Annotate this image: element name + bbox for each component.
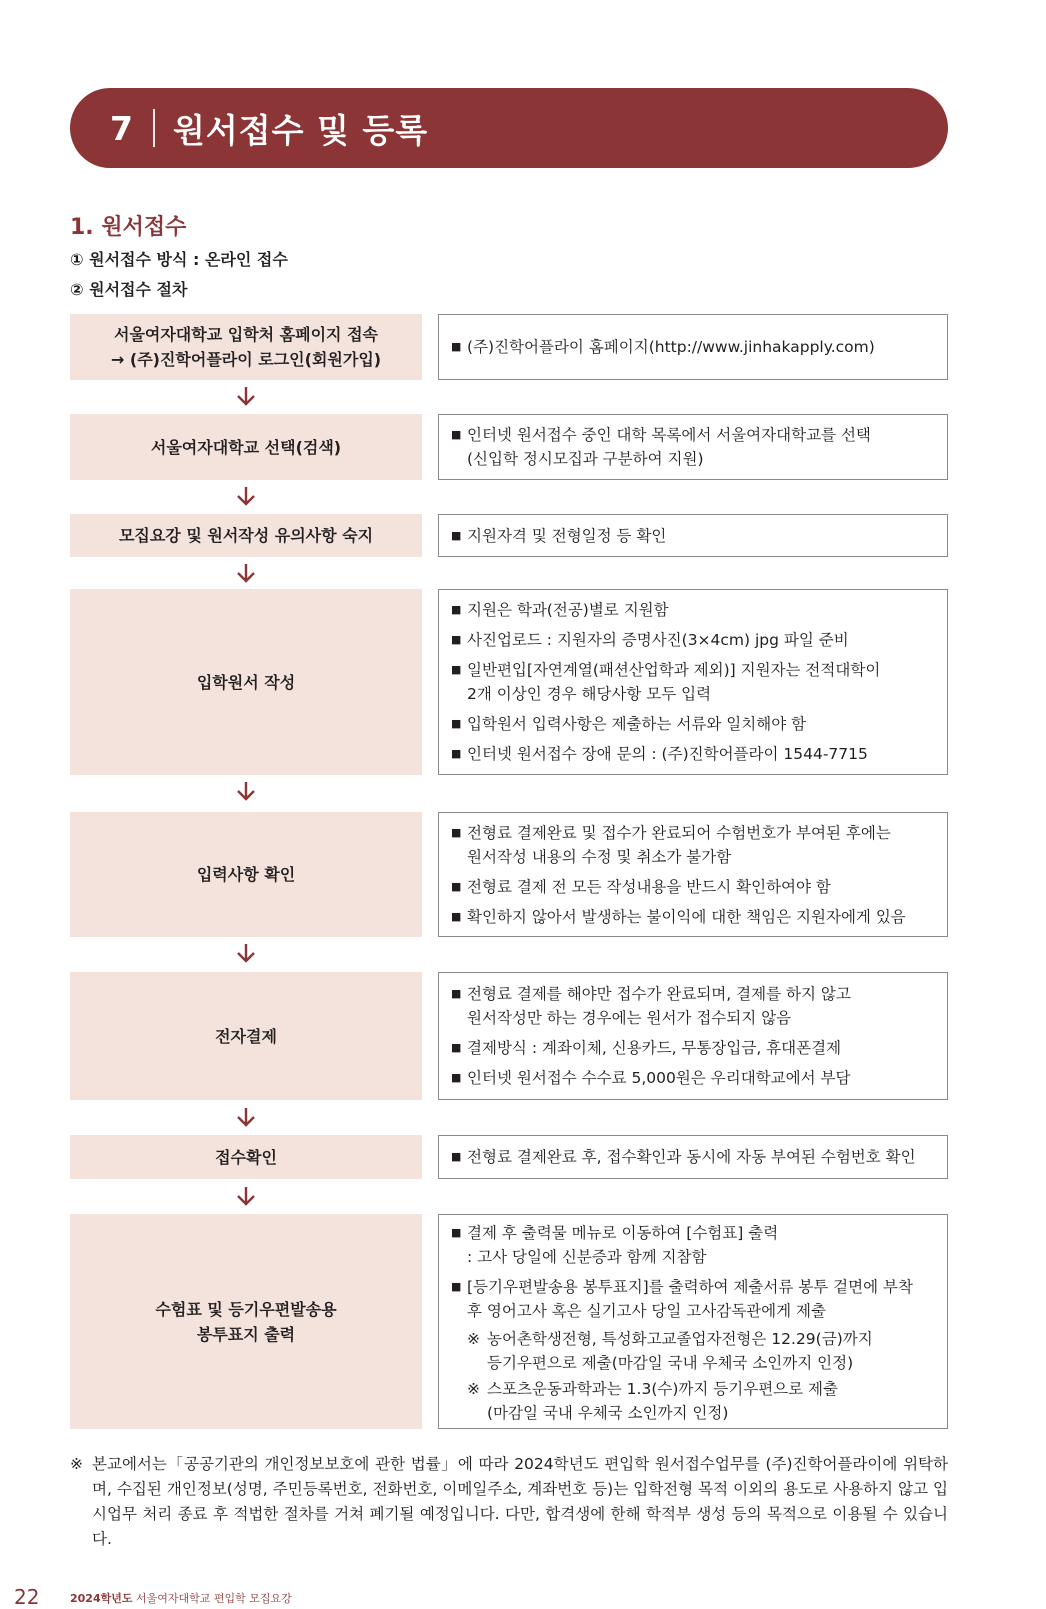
description-line: 원서작성 내용의 수정 및 취소가 불가함 <box>467 847 732 866</box>
step-label <box>119 523 373 548</box>
description-line: : 고사 당일에 신분증과 함께 지참함 <box>467 1247 707 1266</box>
down-arrow-icon <box>234 386 258 406</box>
step-label-line: → (주)진학어플라이 로그인(회원가입) <box>110 350 382 369</box>
bullet-icon: ■ <box>451 879 462 893</box>
description-item <box>451 875 935 899</box>
step-label <box>215 1145 277 1170</box>
description-line: 인터넷 원서접수 중인 대학 목록에서 서울여자대학교를 선택 <box>467 426 871 444</box>
description-text <box>467 335 935 359</box>
note-mark: ※ <box>467 1379 480 1398</box>
description-item <box>451 598 935 622</box>
description-note <box>451 1327 935 1375</box>
bullet-icon: ■ <box>451 987 462 1000</box>
note-text <box>487 1327 935 1375</box>
description-text <box>467 1066 935 1090</box>
step-description-box <box>438 589 948 775</box>
step-label <box>197 670 295 695</box>
chapter-title: 원서접수 및 등록 <box>172 110 429 150</box>
bullet-icon: ■ <box>451 1225 462 1239</box>
description-line: 후 영어고사 혹은 실기고사 당일 고사감독관에게 제출 <box>467 1301 826 1320</box>
description-line: (신입학 정시모집과 구분하여 지원) <box>467 450 704 468</box>
bullet-icon: ■ <box>451 1279 462 1293</box>
description-item <box>451 628 935 652</box>
step-label-box <box>70 972 422 1100</box>
description-note <box>451 1377 935 1425</box>
description-line: 인터넷 원서접수 수수료 5,000원은 우리대학교에서 부담 <box>467 1069 851 1087</box>
bullet-icon: ■ <box>451 1071 462 1084</box>
description-line: 확인하지 않아서 발생하는 불이익에 대한 책임은 지원자에게 있음 <box>467 907 906 926</box>
step-label-box <box>70 589 422 775</box>
description-item <box>451 905 935 929</box>
description-item <box>451 982 935 1030</box>
section-title: 1. 원서접수 <box>70 215 187 240</box>
note-line: 등기우편으로 제출(마감일 국내 우체국 소인까지 인정) <box>487 1353 854 1372</box>
description-item <box>451 742 935 766</box>
chapter-number: 7 <box>110 108 133 148</box>
bullet-icon: ■ <box>451 825 462 839</box>
description-line: 원서작성만 하는 경우에는 원서가 접수되지 않음 <box>467 1009 792 1027</box>
description-item <box>451 1275 935 1323</box>
procedure-line: ② 원서접수 절차 <box>70 280 188 299</box>
description-item <box>451 423 935 471</box>
step-label-line: 전자결제 <box>215 1026 277 1046</box>
step-label-box <box>70 314 422 380</box>
step-label-line: 봉투표지 출력 <box>196 1324 296 1344</box>
down-arrow-icon <box>234 486 258 506</box>
note-line: 스포츠운동과학과는 1.3(수)까지 등기우편으로 제출 <box>487 1379 838 1398</box>
step-label <box>197 862 295 887</box>
description-line: 일반편입[자연계열(패션산업학과 제외)] 지원자는 전적대학이 <box>467 661 881 679</box>
description-line: [등기우편발송용 봉투표지]를 출력하여 제출서류 봉투 겉면에 부착 <box>467 1277 913 1296</box>
description-text <box>467 742 935 766</box>
step-label <box>215 1024 277 1049</box>
footer-doc-title: 서울여자대학교 편입학 모집요강 <box>136 1592 292 1605</box>
description-item <box>451 658 935 706</box>
step-label-box <box>70 514 422 557</box>
page-number: 22 <box>14 1585 40 1609</box>
description-line: 결제 후 출력물 메뉴로 이동하여 [수험표] 출력 <box>467 1223 779 1242</box>
bullet-icon: ■ <box>451 428 462 441</box>
description-text <box>467 712 935 736</box>
description-text <box>467 875 935 899</box>
step-label <box>111 322 381 372</box>
description-line: 지원은 학과(전공)별로 지원함 <box>467 601 669 619</box>
description-text <box>467 905 935 929</box>
chapter-banner <box>70 88 948 168</box>
description-item <box>451 524 935 548</box>
step-description-box <box>438 1214 948 1429</box>
method-line: ① 원서접수 방식 : 온라인 접수 <box>70 250 288 269</box>
footnote-text: 본교에서는「공공기관의 개인정보보호에 관한 법률」에 따라 2024학년도 편입학 원서접수업무를 (주)진학어플라이에 위탁하며, 수집된 개인정보(성명, 주민등록번호, 전화번호, 이메일주소, 계좌번호 등)는 입학전형 목적 이외의 용도로 사용하지 않고 입시업무 처리 종료 후 적법한 절차를 거쳐 폐기될 예정입니다. 다만, 합격생에 한해 학적부 생성 등의 목적으로 이용될 수 있습니다. <box>92 1455 948 1548</box>
step-description-box <box>438 414 948 480</box>
step-description-box <box>438 314 948 380</box>
down-arrow-icon <box>234 563 258 583</box>
description-item <box>451 335 935 359</box>
note-mark: ※ <box>467 1329 480 1348</box>
step-label <box>151 435 341 460</box>
step-label <box>155 1297 336 1347</box>
description-text <box>467 1275 935 1323</box>
bullet-icon: ■ <box>451 717 462 730</box>
note-line: 농어촌학생전형, 특성화고교졸업자전형은 12.29(금)까지 <box>487 1329 873 1348</box>
step-label-line: 모집요강 및 원서작성 유의사항 숙지 <box>118 526 374 545</box>
description-line: 전형료 결제를 해야만 접수가 완료되며, 결제를 하지 않고 <box>467 985 851 1003</box>
bullet-icon: ■ <box>451 1041 462 1054</box>
step-description-box <box>438 812 948 937</box>
description-text <box>467 1036 935 1060</box>
step-label-line: 서울여자대학교 선택(검색) <box>150 437 342 457</box>
description-item <box>451 1066 935 1090</box>
step-label-line: 수험표 및 등기우편발송용 <box>155 1299 337 1319</box>
bullet-icon: ■ <box>451 747 462 760</box>
description-line: 전형료 결제완료 및 접수가 완료되어 수험번호가 부여된 후에는 <box>467 823 891 842</box>
description-text <box>467 628 935 652</box>
bullet-icon: ■ <box>451 340 462 353</box>
note-text <box>487 1377 935 1425</box>
footer-year: 2024학년도 <box>70 1592 133 1605</box>
step-label-line: 입력사항 확인 <box>196 865 296 884</box>
bullet-icon: ■ <box>451 603 462 616</box>
description-line: 입학원서 입력사항은 제출하는 서류와 일치해야 함 <box>467 715 807 733</box>
description-item <box>451 821 935 869</box>
bullet-icon: ■ <box>451 663 462 676</box>
down-arrow-icon <box>234 781 258 801</box>
description-item <box>451 1221 935 1269</box>
step-description-box <box>438 1135 948 1179</box>
step-description-box <box>438 972 948 1100</box>
description-line: 2개 이상인 경우 해당사항 모두 입력 <box>467 685 712 703</box>
privacy-footnote <box>70 1452 948 1552</box>
description-line: 전형료 결제완료 후, 접수확인과 동시에 자동 부여된 수험번호 확인 <box>467 1148 916 1166</box>
bullet-icon: ■ <box>451 528 462 542</box>
down-arrow-icon <box>234 943 258 963</box>
description-text <box>467 524 935 548</box>
step-label-box <box>70 812 422 937</box>
description-line: 지원자격 및 전형일정 등 확인 <box>467 526 667 545</box>
step-label-box <box>70 1214 422 1429</box>
description-line: 인터넷 원서접수 장애 문의 : (주)진학어플라이 1544-7715 <box>467 745 868 763</box>
description-text <box>467 821 935 869</box>
divider <box>153 109 155 147</box>
step-label-box <box>70 414 422 480</box>
description-item <box>451 1036 935 1060</box>
description-line: 사진업로드 : 지원자의 증명사진(3×4cm) jpg 파일 준비 <box>467 631 849 649</box>
description-line: (주)진학어플라이 홈페이지(http://www.jinhakapply.com) <box>467 338 875 356</box>
description-text <box>467 658 935 706</box>
step-description-box <box>438 514 948 557</box>
step-label-line: 접수확인 <box>215 1147 277 1167</box>
description-item <box>451 1145 935 1169</box>
step-label-line: 입학원서 작성 <box>196 672 296 692</box>
bullet-icon: ■ <box>451 633 462 646</box>
description-text <box>467 1145 935 1169</box>
down-arrow-icon <box>234 1107 258 1127</box>
bullet-icon: ■ <box>451 909 462 923</box>
bullet-icon: ■ <box>451 1150 462 1163</box>
note-mark: ※ <box>70 1455 83 1473</box>
description-item <box>451 712 935 736</box>
description-line: 전형료 결제 전 모든 작성내용을 반드시 확인하여야 함 <box>467 877 831 896</box>
description-text <box>467 598 935 622</box>
note-line: (마감일 국내 우체국 소인까지 인정) <box>487 1403 729 1422</box>
step-label-line: 서울여자대학교 입학처 홈페이지 접속 <box>113 325 378 344</box>
step-label-box <box>70 1135 422 1179</box>
down-arrow-icon <box>234 1186 258 1206</box>
description-text <box>467 982 935 1030</box>
description-text <box>467 423 935 471</box>
description-text <box>467 1221 935 1269</box>
description-line: 결제방식 : 계좌이체, 신용카드, 무통장입금, 휴대폰결제 <box>467 1039 842 1057</box>
